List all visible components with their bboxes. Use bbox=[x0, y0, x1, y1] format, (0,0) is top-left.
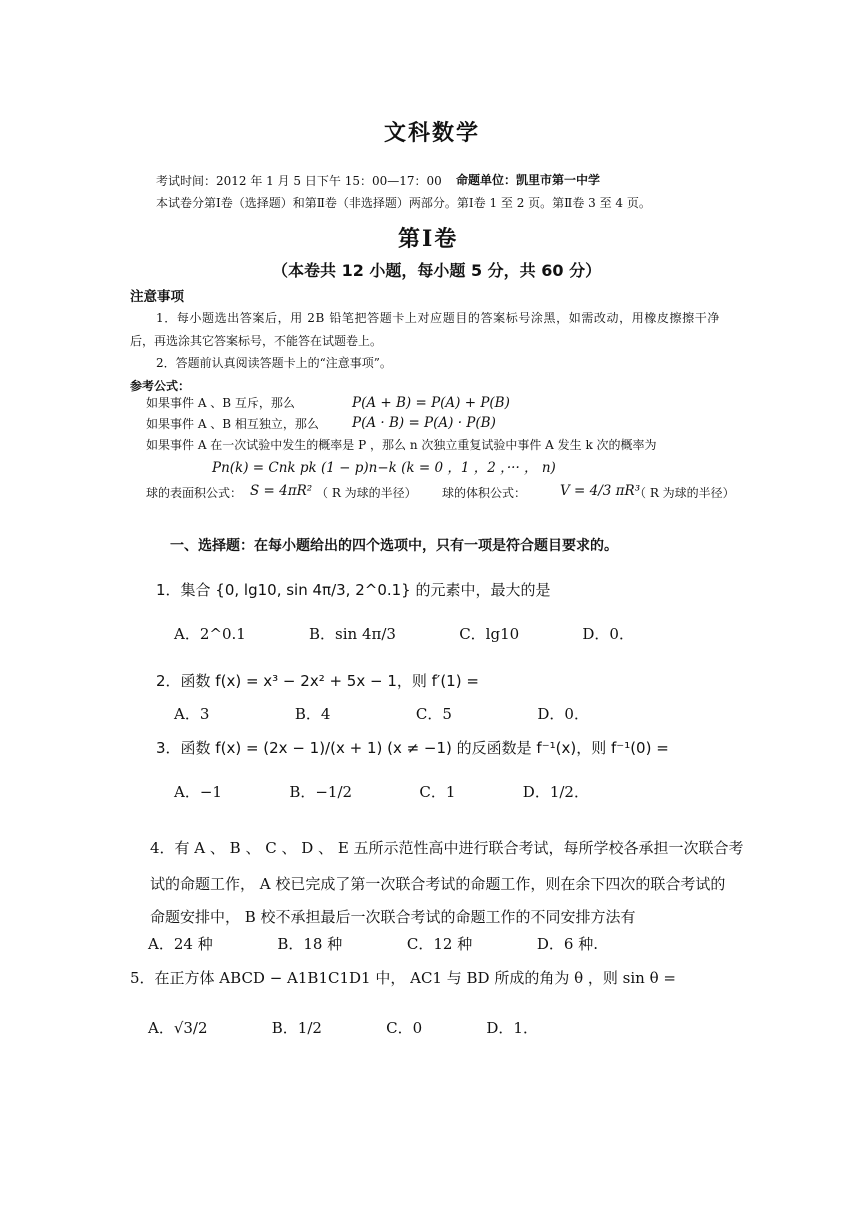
option-a: A．2^0.1 bbox=[174, 625, 246, 643]
sphere-volume-formula: V = 4/3 πR³ bbox=[560, 483, 641, 499]
option-c: C．0 bbox=[386, 1019, 423, 1037]
option-d: D．0． bbox=[582, 625, 634, 643]
option-c: C．1 bbox=[419, 783, 456, 801]
question-4-line-3: 命题安排中， B 校不承担最后一次联合考试的命题工作的不同安排方法有 bbox=[150, 908, 636, 926]
option-a: A．3 bbox=[174, 705, 210, 723]
notice-item-1b: 后，再选涂其它答案标号，不能答在试题卷上。 bbox=[130, 334, 383, 348]
option-b: B．18 种 bbox=[277, 935, 343, 953]
option-d: D．6 种. bbox=[536, 935, 598, 953]
question-4-options bbox=[148, 933, 598, 954]
option-c: C．5 bbox=[415, 705, 452, 723]
sphere-volume-note: （ R 为球的半径） bbox=[634, 486, 735, 500]
question-3: 3．函数 f(x) = (2x − 1)/(x + 1) (x ≠ −1) 的反函数是 f⁻¹(x)，则 f⁻¹(0) = bbox=[156, 739, 669, 757]
question-1-options bbox=[174, 623, 634, 644]
option-d: D．1/2． bbox=[522, 783, 589, 801]
page-title: 文科数学 bbox=[384, 120, 481, 146]
question-2: 2．函数 f(x) = x³ − 2x² + 5x − 1，则 f′(1) = bbox=[156, 672, 479, 690]
option-d: D．0． bbox=[537, 705, 589, 723]
sphere-area-note: （ R 为球的半径） bbox=[316, 486, 417, 500]
volume-title: 第Ⅰ卷 bbox=[398, 226, 459, 252]
notice-heading: 注意事项 bbox=[130, 289, 184, 305]
question-1: 1．集合 {0, lg10, sin 4π/3, 2^0.1} 的元素中，最大的是 bbox=[156, 581, 551, 599]
question-4-line-1: 4．有 A 、 B 、 C 、 D 、 E 五所示范性高中进行联合考试，每所学校各承担一次联合考 bbox=[150, 839, 744, 857]
volume-note: （本卷共 12 小题，每小题 5 分，共 60 分） bbox=[272, 261, 602, 280]
ref-heading: 参考公式： bbox=[130, 379, 191, 393]
option-b: B．4 bbox=[294, 705, 331, 723]
notice-item-1a: 1．每小题选出答案后，用 2B 铅笔把答题卡上对应题目的答案标号涂黑，如需改动，用橡皮擦擦干净 bbox=[156, 311, 720, 325]
section-heading: 一、选择题：在每小题给出的四个选项中，只有一项是符合题目要求的。 bbox=[170, 538, 618, 554]
notice-item-2: 2．答题前认真阅读答题卡上的“注意事项”。 bbox=[156, 356, 392, 370]
question-5: 5．在正方体 ABCD − A1B1C1D1 中， AC1 与 BD 所成的角为 θ ，则 sin θ = bbox=[130, 969, 676, 987]
option-b: B．sin 4π/3 bbox=[309, 625, 396, 643]
ref-mutex-text: 如果事件 A 、B 互斥，那么 bbox=[146, 396, 295, 410]
question-2-options bbox=[174, 703, 589, 724]
option-d: D．1． bbox=[486, 1019, 538, 1037]
option-c: C．12 种 bbox=[406, 935, 473, 953]
sphere-area-formula: S = 4πR² bbox=[250, 483, 313, 499]
sphere-volume-label: 球的体积公式： bbox=[442, 486, 527, 500]
option-c: C．lg10 bbox=[459, 625, 520, 643]
option-b: B．−1/2 bbox=[289, 783, 353, 801]
option-a: A．−1 bbox=[174, 783, 222, 801]
ref-mutex-formula: P(A + B) = P(A) + P(B) bbox=[352, 395, 510, 411]
ref-independent-formula: P(A · B) = P(A) · P(B) bbox=[352, 415, 496, 431]
option-a: A．24 种 bbox=[148, 935, 213, 953]
ref-binomial-text: 如果事件 A 在一次试验中发生的概率是 P ，那么 n 次独立重复试验中事件 A 发生 k 次的概率为 bbox=[146, 438, 657, 452]
option-b: B．1/2 bbox=[271, 1019, 322, 1037]
setter-unit: 命题单位：凯里市第一中学 bbox=[456, 173, 601, 187]
sphere-area-label: 球的表面积公式： bbox=[146, 486, 243, 500]
intro-text: 本试卷分第Ⅰ卷（选择题）和第Ⅱ卷（非选择题）两部分。第Ⅰ卷 1 至 2 页。第Ⅱ卷 3 至 4 页。 bbox=[156, 196, 651, 210]
exam-time: 考试时间：2012 年 1 月 5 日下午 15：00—17：00 bbox=[156, 174, 442, 188]
ref-independent-text: 如果事件 A 、B 相互独立，那么 bbox=[146, 417, 319, 431]
ref-binomial-formula: Pn(k) = Cnk pk (1 − p)n−k (k = 0 ，1 ，2 ，··· ， n) bbox=[212, 460, 556, 476]
question-5-options bbox=[148, 1017, 538, 1038]
option-a: A．√3/2 bbox=[148, 1019, 208, 1037]
question-4-line-2: 试的命题工作， A 校已完成了第一次联合考试的命题工作，则在余下四次的联合考试的 bbox=[150, 875, 726, 893]
question-3-options bbox=[174, 781, 589, 802]
